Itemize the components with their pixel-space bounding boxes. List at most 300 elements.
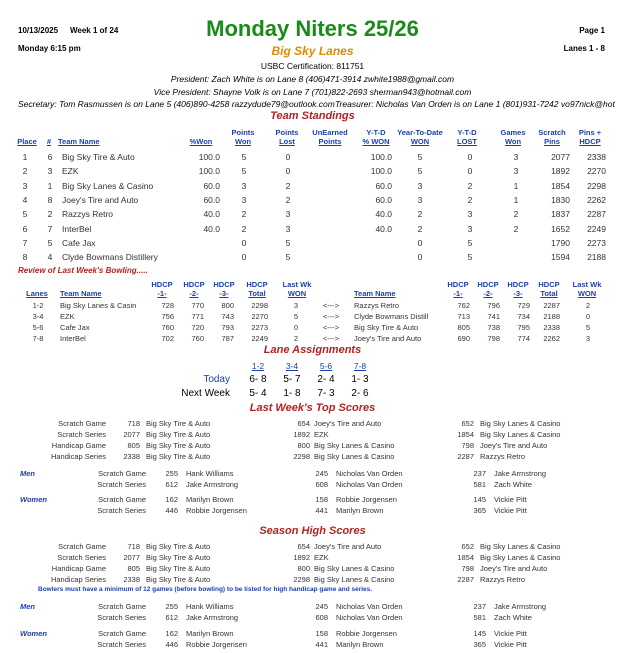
category-label: Handicap Game xyxy=(51,564,106,573)
score-cell: 608 xyxy=(315,480,328,489)
review-header: Team Name xyxy=(354,289,396,298)
hdcp-cell: 793 xyxy=(221,323,234,332)
page-number: Page 1 xyxy=(579,26,605,35)
standings-cell: 1 xyxy=(513,180,519,191)
today-label: Today xyxy=(203,374,230,385)
bowler-name: Robbie Jorgensen xyxy=(186,640,247,649)
won-cell: 2 xyxy=(585,301,591,310)
versus-arrow: <---> xyxy=(322,312,340,321)
won-cell: 5 xyxy=(585,323,591,332)
versus-arrow: <---> xyxy=(322,334,340,343)
standings-cell: 2287 xyxy=(587,209,606,220)
score-cell: 652 xyxy=(461,419,474,428)
standings-header: Year-To-Date WON xyxy=(397,128,443,146)
report-date: 10/13/2025 xyxy=(18,26,59,35)
standings-cell: 5 xyxy=(47,237,53,248)
standings-header: Games Won xyxy=(500,128,526,146)
team-name: Big Sky Tire & Auto xyxy=(62,152,135,162)
standings-cell: 0 xyxy=(467,166,473,177)
won-cell: 2 xyxy=(293,334,299,343)
bowler-name: Nicholas Van Orden xyxy=(336,480,403,489)
score-cell: 255 xyxy=(165,602,178,611)
standings-cell: 1790 xyxy=(551,237,570,248)
standings-cell: 5 xyxy=(241,166,247,177)
standings-cell: 1 xyxy=(22,152,28,162)
standings-header: UnEarned Points xyxy=(312,128,348,146)
lane-pair-header: 7-8 xyxy=(353,361,367,371)
bowler-name: Marilyn Brown xyxy=(186,629,234,638)
category-label: Scratch Series xyxy=(97,506,146,515)
standings-cell: 100.0 xyxy=(198,152,220,162)
standings-cell: 2 xyxy=(467,180,473,191)
score-cell: 237 xyxy=(473,602,486,611)
team-name: Razzys Retro xyxy=(480,452,526,461)
standings-cell: 4 xyxy=(22,194,28,205)
team-name: EZK xyxy=(60,312,75,321)
hdcp-cell: 734 xyxy=(517,312,530,321)
score-cell: 2077 xyxy=(123,430,140,439)
score-cell: 718 xyxy=(127,542,140,551)
score-cell: 245 xyxy=(315,602,328,611)
review-header: HDCP -2- xyxy=(183,280,205,298)
standings-cell: 2077 xyxy=(551,152,570,162)
standings-cell: 6 xyxy=(22,223,28,234)
score-cell: 1854 xyxy=(457,553,474,562)
team-name: Big Sky Tire & Auto xyxy=(146,430,211,439)
bowler-name: Hank Williams xyxy=(186,602,234,611)
hdcp-total: 2273 xyxy=(251,323,268,332)
bowler-name: Marilyn Brown xyxy=(186,495,234,504)
score-cell: 145 xyxy=(473,495,486,504)
won-cell: 0 xyxy=(585,312,591,321)
today-pairing: 6- 8 xyxy=(249,374,267,385)
standings-cell: 5 xyxy=(467,252,473,263)
standings-cell: 3 xyxy=(467,209,473,220)
hdcp-cell: 774 xyxy=(517,334,530,343)
team-name: Clyde Bowmans Distill xyxy=(354,312,429,321)
score-cell: 2298 xyxy=(293,452,310,461)
standings-cell: 3 xyxy=(241,194,247,205)
hdcp-cell: 702 xyxy=(161,334,174,343)
score-cell: 2287 xyxy=(457,575,474,584)
standings-cell: 5 xyxy=(417,166,423,177)
next-week-pairing: 1- 8 xyxy=(283,388,301,399)
hdcp-cell: 728 xyxy=(161,301,174,310)
standings-cell: 7 xyxy=(22,237,28,248)
bowler-name: Zach White xyxy=(494,480,532,489)
team-name: EZK xyxy=(314,430,329,439)
standings-title: Team Standings xyxy=(270,110,355,122)
standings-cell: 100.0 xyxy=(198,166,220,177)
standings-cell: 2 xyxy=(513,223,519,234)
team-name: Big Sky Lanes & Casino xyxy=(480,430,561,439)
team-name: Big Sky Tire & Auto xyxy=(354,323,419,332)
standings-cell: 3 xyxy=(467,223,473,234)
standings-cell: 5 xyxy=(467,237,473,248)
score-cell: 581 xyxy=(473,480,486,489)
standings-cell: 60.0 xyxy=(375,180,392,191)
category-label: Scratch Series xyxy=(57,430,106,439)
score-cell: 255 xyxy=(165,469,178,478)
hdcp-cell: 729 xyxy=(517,301,530,310)
standings-cell: 3 xyxy=(513,166,519,177)
standings-header: %Won xyxy=(189,137,213,146)
score-cell: 145 xyxy=(473,629,486,638)
lane-assignments-title: Lane Assignments xyxy=(263,344,362,356)
versus-arrow: <---> xyxy=(322,301,340,310)
review-header: HDCP -1- xyxy=(151,280,173,298)
team-name: InterBel xyxy=(60,334,86,343)
score-cell: 237 xyxy=(473,469,486,478)
league-title: Monday Niters 25/26 xyxy=(206,16,419,41)
standings-cell: 2 xyxy=(417,223,423,234)
standings-header: Y-T-D % WON xyxy=(362,128,390,146)
standings-cell: 2338 xyxy=(587,152,606,162)
category-label: Scratch Game xyxy=(98,469,146,478)
score-cell: 654 xyxy=(297,542,310,551)
review-header: Last Wk WON xyxy=(572,280,602,298)
review-header: HDCP -3- xyxy=(213,280,235,298)
standings-cell: 1892 xyxy=(551,166,570,177)
review-header: Last Wk WON xyxy=(282,280,312,298)
hdcp-total: 2262 xyxy=(543,334,560,343)
standings-header: Y-T-D LOST xyxy=(457,128,477,146)
standings-cell: 60.0 xyxy=(203,194,220,205)
team-name: Joey's Tire and Auto xyxy=(480,564,548,573)
team-name: Clyde Bowmans Distillery xyxy=(62,252,158,263)
category-label: Scratch Game xyxy=(58,419,106,428)
standings-cell: 0 xyxy=(285,166,291,177)
standings-cell: 3 xyxy=(241,180,247,191)
bowler-name: Marilyn Brown xyxy=(336,640,384,649)
president-info: President: Zach White is on Lane 8 (406)471-3914 zwhite1988@gmail.com xyxy=(170,74,455,84)
score-cell: 2338 xyxy=(123,575,140,584)
team-name: Big Sky Lanes & Casino xyxy=(314,575,395,584)
standings-cell: 3 xyxy=(47,166,53,177)
bowler-name: Nicholas Van Orden xyxy=(336,613,403,622)
won-cell: 3 xyxy=(293,301,299,310)
score-cell: 2298 xyxy=(293,575,310,584)
score-cell: 652 xyxy=(461,542,474,551)
standings-cell: 5 xyxy=(285,252,291,263)
category-label: Scratch Game xyxy=(98,602,146,611)
standings-cell: 1854 xyxy=(551,180,570,191)
today-pairing: 2- 4 xyxy=(317,374,335,385)
category-label: Scratch Series xyxy=(97,613,146,622)
standings-cell: 7 xyxy=(47,223,53,234)
hdcp-cell: 720 xyxy=(191,323,204,332)
standings-header: Scratch Pins xyxy=(538,128,566,146)
hdcp-cell: 756 xyxy=(161,312,174,321)
hdcp-cell: 770 xyxy=(191,301,204,310)
standings-cell: 0 xyxy=(417,237,423,248)
team-name: Big Sky Lanes & Casino xyxy=(480,542,561,551)
team-name: Joey's Tire and Auto xyxy=(314,419,382,428)
hdcp-cell: 800 xyxy=(221,301,234,310)
standings-cell: 1594 xyxy=(551,252,570,263)
lane-pair-header: 3-4 xyxy=(285,361,299,371)
category-label: Scratch Series xyxy=(97,480,146,489)
team-name: InterBel xyxy=(62,223,92,234)
review-header: HDCP -3- xyxy=(507,280,529,298)
score-cell: 612 xyxy=(165,613,178,622)
bowler-name: Robbie Jorgensen xyxy=(336,629,397,638)
standings-cell: 1 xyxy=(513,194,519,205)
women-label: Women xyxy=(20,495,47,504)
score-cell: 2338 xyxy=(123,452,140,461)
bowler-name: Jake Armstrong xyxy=(186,613,239,622)
category-label: Scratch Series xyxy=(97,640,146,649)
team-name: Big Sky Lanes & Casino xyxy=(314,441,395,450)
standings-cell: 100.0 xyxy=(370,166,392,177)
team-name: Big Sky Lanes & Casino xyxy=(480,553,561,562)
lanes-cell: 3-4 xyxy=(32,312,44,321)
bowler-name: Robbie Jorgensen xyxy=(336,495,397,504)
minimum-games-note: Bowlers must have a minimum of 12 games (before bowling) to be listed for high handicap game and series. xyxy=(38,586,373,593)
hdcp-cell: 760 xyxy=(191,334,204,343)
team-name: EZK xyxy=(314,553,329,562)
team-name: Big Sky Tire & Auto xyxy=(146,452,211,461)
standings-header: Points Lost xyxy=(275,128,299,146)
team-name: Joey's Tire and Auto xyxy=(480,441,548,450)
standings-cell: 2188 xyxy=(587,252,606,263)
hdcp-cell: 798 xyxy=(487,334,500,343)
score-cell: 608 xyxy=(315,613,328,622)
secretary-info: Secretary: Tom Rasmussen is on Lane 5 (406)890-4258 razzydude79@outlook.com xyxy=(18,99,335,109)
category-label: Handicap Series xyxy=(50,452,106,461)
versus-arrow: <---> xyxy=(322,323,340,332)
week-label: Week 1 of 24 xyxy=(70,26,119,35)
standings-cell: 4 xyxy=(47,252,53,263)
score-cell: 446 xyxy=(165,506,178,515)
hdcp-total: 2270 xyxy=(251,312,268,321)
standings-cell: 2 xyxy=(513,209,519,220)
hdcp-cell: 741 xyxy=(487,312,500,321)
score-cell: 158 xyxy=(315,629,328,638)
score-cell: 158 xyxy=(315,495,328,504)
team-name: Big Sky Tire & Auto xyxy=(146,441,211,450)
score-cell: 162 xyxy=(165,629,178,638)
bowler-name: Robbie Jorgensen xyxy=(186,506,247,515)
standings-cell: 1652 xyxy=(551,223,570,234)
score-cell: 441 xyxy=(315,640,328,649)
last-week-top-title: Last Week's Top Scores xyxy=(249,402,376,414)
season-high-title: Season High Scores xyxy=(259,525,366,537)
category-label: Scratch Game xyxy=(98,629,146,638)
category-label: Scratch Series xyxy=(57,553,106,562)
team-name: Joey's Tire and Auto xyxy=(354,334,422,343)
bowler-name: Vickie Pitt xyxy=(494,629,527,638)
bowler-name: Jake Armstrong xyxy=(494,469,547,478)
standings-cell: 2 xyxy=(417,209,423,220)
bowler-name: Nicholas Van Orden xyxy=(336,469,403,478)
hdcp-cell: 795 xyxy=(517,323,530,332)
bowler-name: Vickie Pitt xyxy=(494,495,527,504)
standings-cell: 3 xyxy=(285,223,291,234)
team-name: Cafe Jax xyxy=(60,323,90,332)
today-pairing: 5- 7 xyxy=(283,374,301,385)
men-label: Men xyxy=(20,602,35,611)
score-cell: 654 xyxy=(297,419,310,428)
score-cell: 2077 xyxy=(123,553,140,562)
vice-president-info: Vice President: Shayne Volk is on Lane 7 (701)822-2693 sherman943@hotmail.com xyxy=(153,87,472,97)
score-cell: 800 xyxy=(297,441,310,450)
day-time: Monday 6:15 pm xyxy=(18,44,81,53)
score-cell: 798 xyxy=(461,441,474,450)
hdcp-cell: 713 xyxy=(457,312,470,321)
center-name: Big Sky Lanes xyxy=(271,44,354,58)
hdcp-cell: 762 xyxy=(457,301,470,310)
lanes-cell: 1-2 xyxy=(32,301,44,310)
team-name: Joey's Tire and Auto xyxy=(314,542,382,551)
score-cell: 1892 xyxy=(293,553,310,562)
hdcp-cell: 743 xyxy=(221,312,234,321)
standings-cell: 1837 xyxy=(551,209,570,220)
category-label: Scratch Game xyxy=(98,495,146,504)
hdcp-cell: 690 xyxy=(457,334,470,343)
won-cell: 5 xyxy=(293,312,299,321)
hdcp-total: 2298 xyxy=(251,301,268,310)
score-cell: 798 xyxy=(461,564,474,573)
standings-cell: 2298 xyxy=(587,180,606,191)
team-name: Big Sky Lanes & Casino xyxy=(314,564,395,573)
standings-cell: 3 xyxy=(417,194,423,205)
won-cell: 0 xyxy=(293,323,299,332)
standings-header: Pins + HDCP xyxy=(578,128,602,146)
standings-cell: 5 xyxy=(417,152,423,162)
score-cell: 162 xyxy=(165,495,178,504)
standings-cell: 2273 xyxy=(587,237,606,248)
next-week-pairing: 2- 6 xyxy=(351,388,369,399)
standings-header: Place xyxy=(17,137,37,146)
category-label: Handicap Series xyxy=(50,575,106,584)
team-name: Big Sky Tire & Auto xyxy=(146,419,211,428)
review-title: Review of Last Week's Bowling..... xyxy=(18,266,148,275)
hdcp-total: 2188 xyxy=(543,312,560,321)
score-cell: 1854 xyxy=(457,430,474,439)
hdcp-total: 2249 xyxy=(251,334,268,343)
score-cell: 800 xyxy=(297,564,310,573)
standings-cell: 8 xyxy=(22,252,28,263)
standings-cell: 3 xyxy=(513,152,519,162)
standings-cell: 0 xyxy=(417,252,423,263)
score-cell: 718 xyxy=(127,419,140,428)
hdcp-total: 2338 xyxy=(543,323,560,332)
score-cell: 805 xyxy=(127,564,140,573)
score-cell: 612 xyxy=(165,480,178,489)
hdcp-cell: 796 xyxy=(487,301,500,310)
team-name: Big Sky Lanes & Casino xyxy=(62,180,154,191)
standings-cell: 40.0 xyxy=(203,223,220,234)
standings-cell: 2 xyxy=(241,209,247,220)
standings-cell: 2 xyxy=(285,180,291,191)
team-name: Razzys Retro xyxy=(354,301,400,310)
men-label: Men xyxy=(20,469,35,478)
team-name: Big Sky Lanes & Casin xyxy=(60,301,137,310)
hdcp-cell: 787 xyxy=(221,334,234,343)
score-cell: 365 xyxy=(473,506,486,515)
standings-cell: 1830 xyxy=(551,194,570,205)
next-week-pairing: 7- 3 xyxy=(317,388,335,399)
team-name: Big Sky Tire & Auto xyxy=(146,564,211,573)
standings-header: # xyxy=(46,137,52,146)
review-header: Lanes xyxy=(26,289,48,298)
standings-cell: 1 xyxy=(47,180,53,191)
review-header: HDCP Total xyxy=(246,280,268,298)
bowler-name: Vickie Pitt xyxy=(494,506,527,515)
standings-header: Points Won xyxy=(231,128,255,146)
standings-cell: 2 xyxy=(467,194,473,205)
standings-cell: 2 xyxy=(22,166,28,177)
standings-cell: 3 xyxy=(285,209,291,220)
standings-cell: 60.0 xyxy=(375,194,392,205)
standings-cell: 3 xyxy=(417,180,423,191)
treasurer-info: Treasurer: Nicholas Van Orden is on Lane 1 (801)931-7242 vo97nick@hot xyxy=(335,99,615,109)
hdcp-cell: 771 xyxy=(191,312,204,321)
today-pairing: 1- 3 xyxy=(351,374,369,385)
standings-cell: 40.0 xyxy=(375,223,392,234)
bowler-name: Hank Williams xyxy=(186,469,234,478)
review-header: HDCP Total xyxy=(538,280,560,298)
score-cell: 441 xyxy=(315,506,328,515)
team-name: Big Sky Lanes & Casino xyxy=(480,419,561,428)
women-label: Women xyxy=(20,629,47,638)
score-cell: 1892 xyxy=(293,430,310,439)
lanes-range: Lanes 1 - 8 xyxy=(563,44,605,53)
lane-pair-header: 1-2 xyxy=(251,361,265,371)
team-name: Big Sky Tire & Auto xyxy=(146,553,211,562)
certification: USBC Certification: 811751 xyxy=(260,61,365,71)
standings-cell: 2249 xyxy=(587,223,606,234)
team-name: Big Sky Tire & Auto xyxy=(146,542,211,551)
score-cell: 581 xyxy=(473,613,486,622)
standings-cell: 5 xyxy=(285,237,291,248)
standings-cell: 2 xyxy=(47,209,53,220)
bowler-name: Jake Armstrong xyxy=(494,602,547,611)
standings-cell: 2270 xyxy=(587,166,606,177)
lanes-cell: 7-8 xyxy=(32,334,44,343)
team-name: Cafe Jax xyxy=(62,237,96,248)
hdcp-cell: 738 xyxy=(487,323,500,332)
score-cell: 245 xyxy=(315,469,328,478)
won-cell: 3 xyxy=(585,334,591,343)
hdcp-cell: 805 xyxy=(457,323,470,332)
team-name: Big Sky Lanes & Casino xyxy=(314,452,395,461)
lanes-cell: 5-6 xyxy=(32,323,44,332)
standings-cell: 40.0 xyxy=(203,209,220,220)
standings-cell: 3 xyxy=(22,180,28,191)
review-header: Team Name xyxy=(60,289,102,298)
standings-header: Team Name xyxy=(58,137,100,146)
standings-cell: 40.0 xyxy=(375,209,392,220)
standings-cell: 0 xyxy=(241,252,247,263)
team-name: Big Sky Tire & Auto xyxy=(146,575,211,584)
score-cell: 805 xyxy=(127,441,140,450)
score-cell: 2287 xyxy=(457,452,474,461)
score-cell: 446 xyxy=(165,640,178,649)
standings-cell: 6 xyxy=(47,152,53,162)
category-label: Scratch Game xyxy=(58,542,106,551)
team-name: Razzys Retro xyxy=(480,575,526,584)
standings-cell: 5 xyxy=(241,152,247,162)
review-header: HDCP -1- xyxy=(447,280,469,298)
bowler-name: Nicholas Van Orden xyxy=(336,602,403,611)
standings-cell: 0 xyxy=(241,237,247,248)
bowler-name: Vickie Pitt xyxy=(494,640,527,649)
lane-pair-header: 5-6 xyxy=(319,361,333,371)
standings-cell: 2 xyxy=(285,194,291,205)
standings-cell: 8 xyxy=(47,194,53,205)
